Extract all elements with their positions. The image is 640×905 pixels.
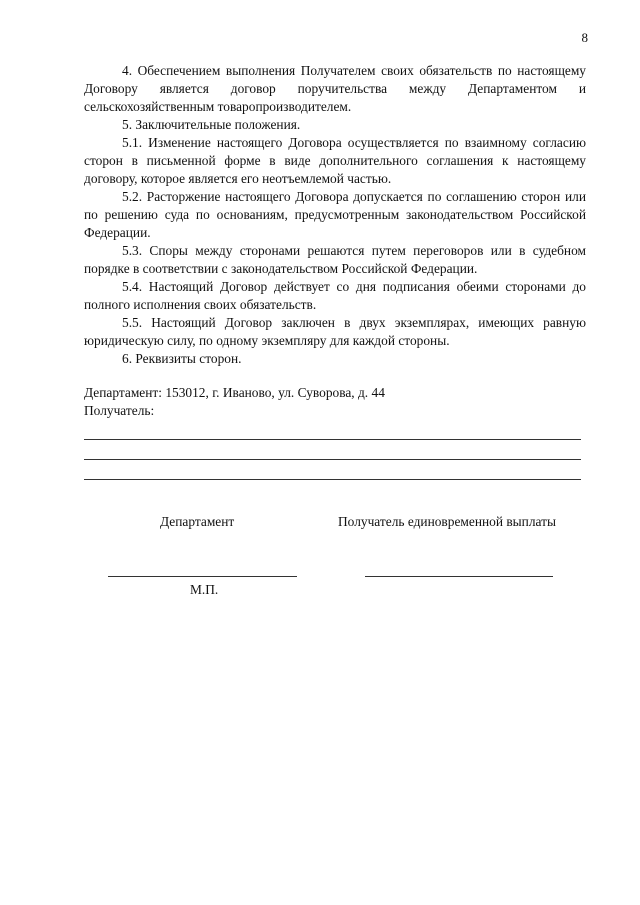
paragraph-5-3: 5.3. Споры между сторонами решаются путем переговоров или в судебном порядке в соответствии с законодательством Российской Федерации. <box>84 243 586 276</box>
department-signature-line <box>108 576 297 577</box>
recipient-signature-line <box>365 576 553 577</box>
stamp-place-label: М.П. <box>190 582 219 597</box>
recipient-label: Получатель: <box>84 403 155 418</box>
page-number: 8 <box>581 30 588 45</box>
paragraph-5-2: 5.2. Расторжение настоящего Договора допускается по соглашению сторон или по решению суда по основаниям, предусмотренным законодательством Российской Федерации. <box>84 189 586 240</box>
paragraph-5-1: 5.1. Изменение настоящего Договора осуществляется по взаимному согласию сторон в письменной форме в виде дополнительного соглашения к настоящему договору, которое является его неотъемлемой частью. <box>84 135 586 186</box>
recipient-blank-line-1 <box>84 420 581 440</box>
recipient-signature-label: Получатель единовременной выплаты <box>338 514 556 529</box>
paragraph-final-provisions-heading: 5. Заключительные положения. <box>122 117 301 132</box>
paragraph-5-5: 5.5. Настоящий Договор заключен в двух экземплярах, имеющих равную юридическую силу, по одному экземпляру для каждой стороны. <box>84 315 586 348</box>
document-body <box>84 62 586 480</box>
paragraph-security: 4. Обеспечением выполнения Получателем своих обязательств по настоящему Договору является договор поручительства между Департаментом и сельскохозяйственным товаропроизводителем. <box>84 63 586 114</box>
recipient-blank-line-2 <box>84 440 581 460</box>
recipient-blank-line-3 <box>84 460 581 480</box>
department-address: Департамент: 153012, г. Иваново, ул. Суворова, д. 44 <box>84 385 385 400</box>
paragraph-5-4: 5.4. Настоящий Договор действует со дня подписания обеими сторонами до полного исполнения своих обязательств. <box>84 279 586 312</box>
paragraph-requisites-heading: 6. Реквизиты сторон. <box>122 351 242 366</box>
section-spacer <box>84 368 586 384</box>
department-signature-label: Департамент <box>160 514 235 529</box>
